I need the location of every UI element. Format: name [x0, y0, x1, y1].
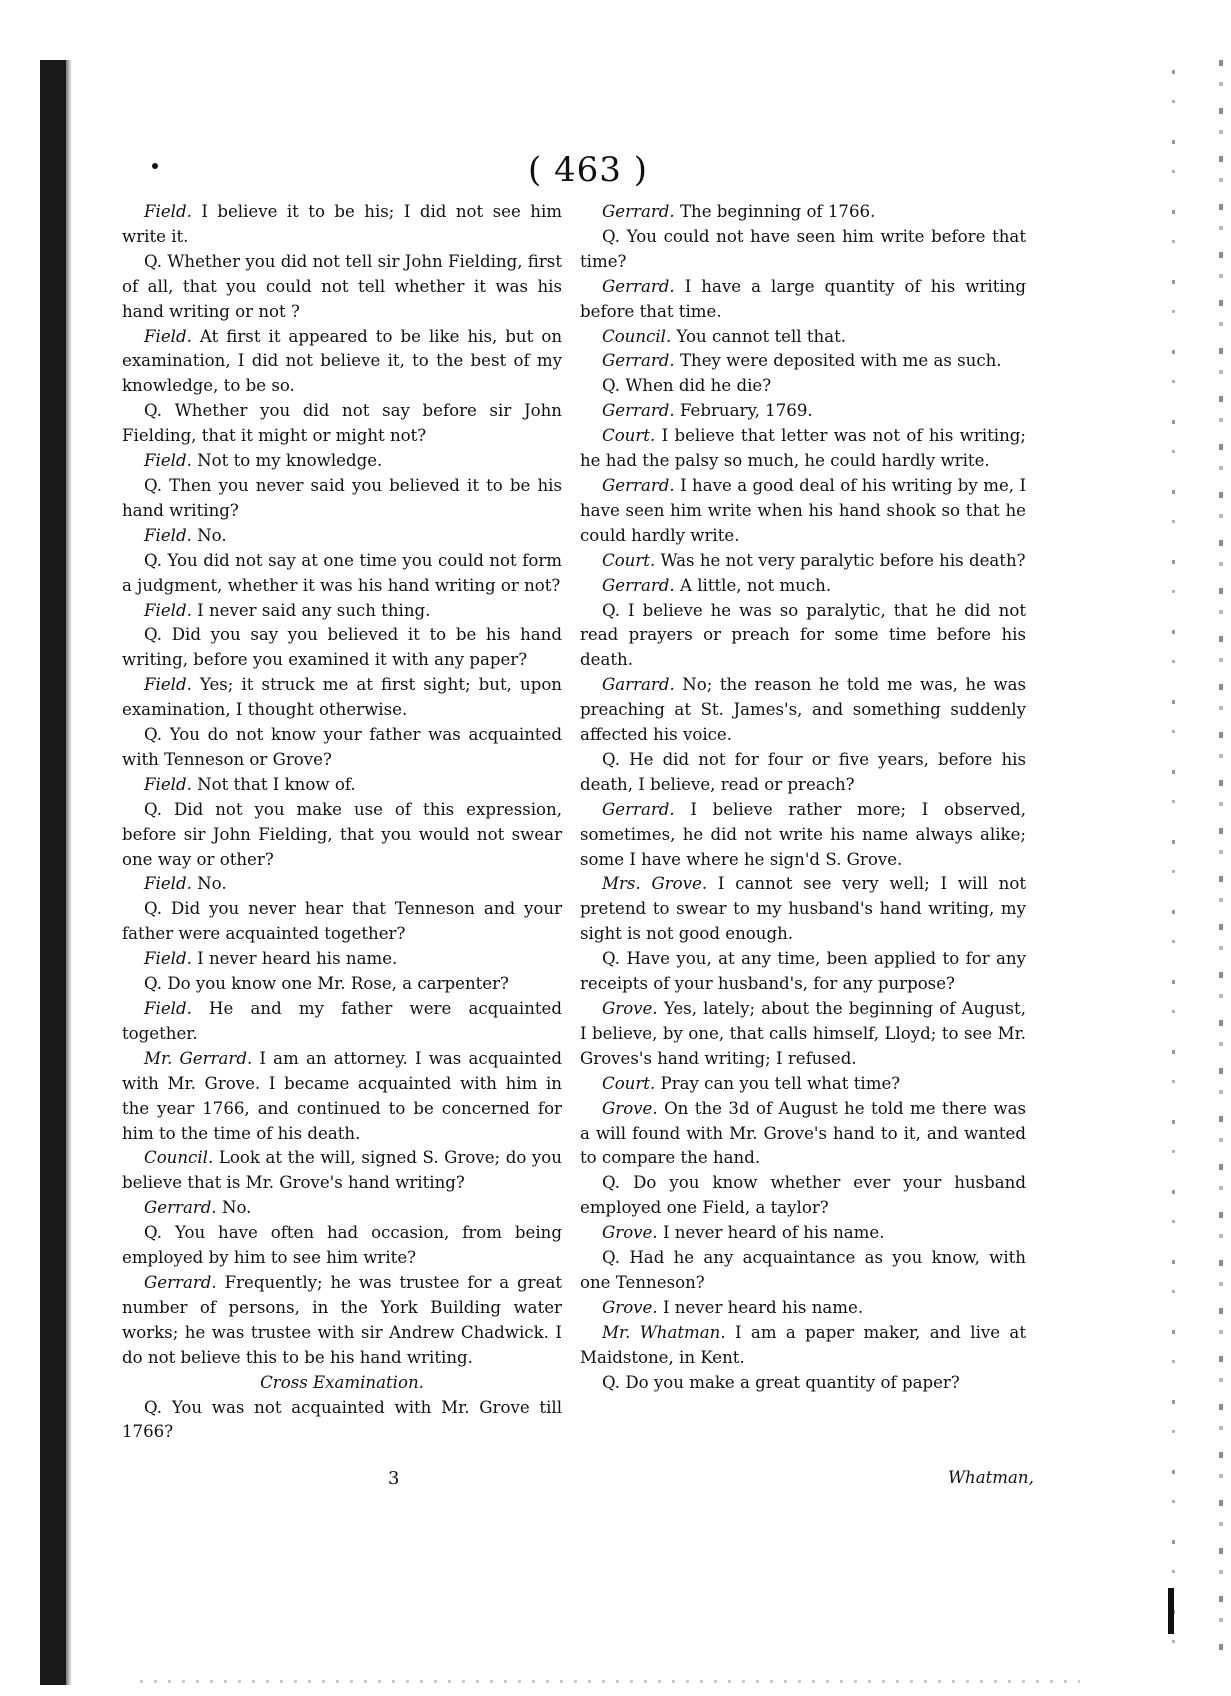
paragraph: [122, 1047, 562, 1147]
speaker-name: Field.: [144, 949, 192, 969]
paragraph-text: Q. I believe he was so paralytic, that he did not read prayers or preach for some time before his death.: [580, 600, 1026, 670]
speaker-name: Gerrard.: [602, 401, 675, 421]
speaker-name: Court.: [602, 550, 656, 570]
paragraph-text: The beginning of 1766.: [679, 202, 876, 221]
paragraph-text: They were deposited with me as such.: [679, 351, 1002, 371]
paragraph: [580, 798, 1026, 873]
paragraph-text: At first it appeared to be like his, but on examination, I did not believe it, to the best of my knowledge, to be so.: [122, 326, 563, 396]
paragraph: [122, 524, 562, 549]
speaker-name: Field.: [144, 202, 192, 221]
paragraph-text: I am a paper maker, and live at Maidstone, in Kent.: [580, 1322, 1026, 1367]
paragraph: [122, 325, 562, 400]
paragraph: [580, 349, 1026, 374]
speaker-name: Court.: [602, 1073, 656, 1093]
speaker-name: Field.: [144, 600, 192, 620]
speaker-name: Gerrard.: [144, 1198, 217, 1218]
paragraph-text: Q. You could not have seen him write before that time?: [580, 226, 1026, 271]
section-heading: [122, 1371, 562, 1396]
paragraph: [122, 399, 562, 449]
paragraph-text: I never said any such thing.: [197, 600, 431, 620]
paragraph-text: I believe rather more; I observed, sometimes, he did not write his name always alike; some I have where he sign'd S. Grove.: [580, 799, 1026, 869]
paragraph: [122, 1271, 562, 1371]
paragraph: [580, 673, 1026, 748]
paragraph: [122, 1221, 562, 1271]
paragraph: [580, 399, 1026, 424]
paragraph-text: Q. He did not for four or five years, before his death, I believe, read or preach?: [580, 749, 1026, 794]
speaker-name: Mrs. Grove.: [602, 874, 708, 894]
paragraph: [122, 947, 562, 972]
paragraph: [580, 424, 1026, 474]
paragraph-text: No.: [221, 1198, 252, 1218]
paragraph: [122, 1196, 562, 1221]
speaker-name: Grove.: [602, 999, 658, 1018]
paragraph: [122, 250, 562, 325]
speaker-name: Gerrard.: [602, 276, 675, 296]
paragraph: [580, 1097, 1026, 1172]
right-page-edge-inner: [1172, 70, 1175, 1660]
paragraph: [122, 449, 562, 474]
paragraph-text: Q. You was not acquainted with Mr. Grove till 1766?: [122, 1397, 562, 1442]
paragraph: [580, 1321, 1026, 1371]
speaker-name: Garrard.: [602, 675, 675, 695]
paragraph-text: Q. Whether you did not tell sir John Fielding, first of all, that you could not tell whether it was his hand writing or not ?: [122, 251, 562, 321]
paragraph-text: February, 1769.: [679, 401, 813, 421]
paragraph-text: Q. Had he any acquaintance as you know, with one Tenneson?: [580, 1248, 1026, 1292]
paragraph-text: I never heard his name.: [197, 949, 398, 969]
paragraph-text: Q. Do you know one Mr. Rose, a carpenter?: [144, 974, 509, 994]
paragraph: [122, 623, 562, 673]
paragraph-text: You cannot tell that.: [676, 326, 847, 346]
paragraph-text: Q. You have often had occasion, from being employed by him to see him write?: [122, 1223, 562, 1268]
paragraph: [580, 1221, 1026, 1246]
paragraph-text: No; the reason he told me was, he was preaching at St. James's, and something suddenly affected his voice.: [580, 675, 1026, 745]
paragraph: [580, 599, 1026, 674]
paragraph: [580, 549, 1026, 574]
paragraph-text: I have a large quantity of his writing before that time.: [580, 276, 1026, 321]
paragraph: [580, 325, 1026, 350]
paragraph: [580, 1171, 1026, 1221]
paragraph-text: No.: [197, 874, 227, 894]
paragraph-text: Was he not very paralytic before his death?: [660, 550, 1026, 570]
page-number: ( 463 ): [527, 150, 649, 190]
paragraph-text: Yes; it struck me at first sight; but, upon examination, I thought otherwise.: [122, 675, 562, 720]
signature-mark: 3: [388, 1468, 400, 1489]
book-spine-shadow: [40, 60, 66, 1685]
speaker-name: Gerrard.: [602, 575, 675, 595]
paragraph-text: I am an attorney. I was acquainted with Mr. Grove. I became acquainted with him in the year 1766, and continued to be concerned for him to the time of his death.: [122, 1048, 562, 1143]
paragraph-text: Q. Then you never said you believed it to be his hand writing?: [122, 475, 562, 520]
speaker-name: Mr. Gerrard.: [144, 1048, 253, 1068]
paragraph-text: Q. Do you know whether ever your husband employed one Field, a taylor?: [580, 1173, 1026, 1218]
speaker-name: Council.: [144, 1148, 214, 1168]
speaker-name: Grove.: [602, 1223, 658, 1243]
paragraph-text: Q. You did not say at one time you could not form a judgment, whether it was his hand writing or not?: [122, 550, 562, 595]
paragraph-text: I never heard his name.: [662, 1297, 864, 1317]
paragraph-text: He and my father were acquainted together.: [122, 999, 562, 1043]
paragraph-text: Not to my knowledge.: [197, 451, 383, 471]
speaker-name: Gerrard.: [602, 351, 675, 371]
paragraph-text: Look at the will, signed S. Grove; do you believe that is Mr. Grove's hand writing?: [122, 1148, 562, 1193]
paragraph: [580, 474, 1026, 549]
speaker-name: Grove.: [602, 1098, 658, 1118]
paragraph: [122, 972, 562, 997]
paragraph: [122, 997, 562, 1047]
paragraph-text: I have a good deal of his writing by me, I have seen him write when his hand shook so that he could hardly write.: [580, 475, 1027, 545]
paragraph: [580, 1296, 1026, 1321]
paragraph: [580, 748, 1026, 798]
heading-text: Cross Examination.: [260, 1372, 424, 1392]
speaker-name: Field.: [144, 675, 192, 695]
paragraph: [580, 200, 1026, 225]
paragraph: [122, 723, 562, 773]
right-column: [580, 200, 1026, 1396]
paragraph-text: I believe it to be his; I did not see him write it.: [122, 202, 563, 246]
paragraph-text: Q. You do not know your father was acquainted with Tenneson or Grove?: [122, 725, 562, 769]
paragraph: [580, 947, 1026, 997]
paragraph-text: I never heard of his name.: [662, 1223, 885, 1243]
paragraph: [580, 997, 1026, 1072]
paragraph: [122, 673, 562, 723]
speaker-name: Gerrard.: [602, 475, 675, 495]
margin-dot: [152, 163, 158, 169]
paragraph: [122, 200, 562, 250]
paragraph: [580, 374, 1026, 399]
paragraph-text: Q. Have you, at any time, been applied to for any receipts of your husband's, for any purpose?: [580, 949, 1026, 994]
paragraph-text: Not that I know of.: [197, 774, 356, 794]
paragraph: [122, 1146, 562, 1196]
paragraph: [580, 275, 1026, 325]
paragraph-text: Q. Do you make a great quantity of paper?: [602, 1372, 960, 1392]
speaker-name: Council.: [602, 326, 672, 346]
speaker-name: Field.: [144, 525, 192, 545]
paragraph-text: No.: [197, 525, 227, 545]
paragraph: [580, 1072, 1026, 1097]
paragraph: [122, 798, 562, 873]
paragraph: [122, 872, 562, 897]
paragraph-text: On the 3d of August he told me there was a will found with Mr. Grove's hand to it, and wanted to compare the hand.: [580, 1098, 1026, 1168]
paragraph: [122, 897, 562, 947]
edge-mark: [1168, 1588, 1174, 1634]
paragraph: [122, 773, 562, 798]
paragraph-text: I believe that letter was not of his writing; he had the palsy so much, he could hardly write.: [580, 426, 1026, 471]
right-page-edge: [1219, 60, 1223, 1660]
speaker-name: Field.: [144, 874, 192, 894]
paragraph: [580, 1246, 1026, 1296]
paragraph: [122, 599, 562, 624]
speaker-name: Field.: [144, 774, 192, 794]
paragraph: [580, 872, 1026, 947]
speaker-name: Gerrard.: [602, 799, 675, 819]
paragraph-text: I cannot see very well; I will not pretend to swear to my husband's hand writing, my sight is not good enough.: [580, 874, 1027, 944]
speaker-name: Gerrard.: [144, 1272, 217, 1292]
speaker-name: Field.: [144, 326, 192, 346]
paragraph: [122, 549, 562, 599]
paragraph: [122, 474, 562, 524]
speaker-name: Field.: [144, 451, 192, 471]
paragraph-text: Q. Did you never hear that Tenneson and your father were acquainted together?: [122, 899, 562, 944]
catchword: Whatman,: [948, 1468, 1034, 1487]
speaker-name: Grove.: [602, 1297, 658, 1317]
speaker-name: Court.: [602, 426, 656, 446]
paragraph-text: Frequently; he was trustee for a great number of persons, in the York Building water works; he was trustee with sir Andrew Chadwick. I do not believe this to be his hand writing.: [122, 1272, 563, 1367]
speaker-name: Field.: [144, 999, 192, 1018]
paragraph-text: A little, not much.: [679, 575, 832, 595]
paragraph-text: Q. Did not you make use of this expression, before sir John Fielding, that you would not swear one way or other?: [122, 799, 562, 869]
paragraph-text: Yes, lately; about the beginning of August, I believe, by one, that calls himself, Lloyd; to see Mr. Groves's hand writing; I refused.: [580, 999, 1026, 1068]
left-column: [122, 200, 562, 1445]
paragraph: [122, 1396, 562, 1446]
speaker-name: Mr. Whatman.: [602, 1322, 726, 1342]
paragraph: [580, 1371, 1026, 1396]
paragraph: [580, 225, 1026, 275]
speaker-name: Gerrard.: [602, 202, 675, 221]
bottom-scan-noise: [140, 1680, 1080, 1683]
paragraph-text: Q. Did you say you believed it to be his hand writing, before you examined it with any paper?: [122, 625, 562, 670]
paragraph: [580, 574, 1026, 599]
spine-gradient: [66, 60, 72, 1685]
paragraph-text: Pray can you tell what time?: [660, 1073, 901, 1093]
paragraph-text: Q. Whether you did not say before sir John Fielding, that it might or might not?: [122, 401, 562, 446]
paragraph-text: Q. When did he die?: [602, 376, 772, 396]
